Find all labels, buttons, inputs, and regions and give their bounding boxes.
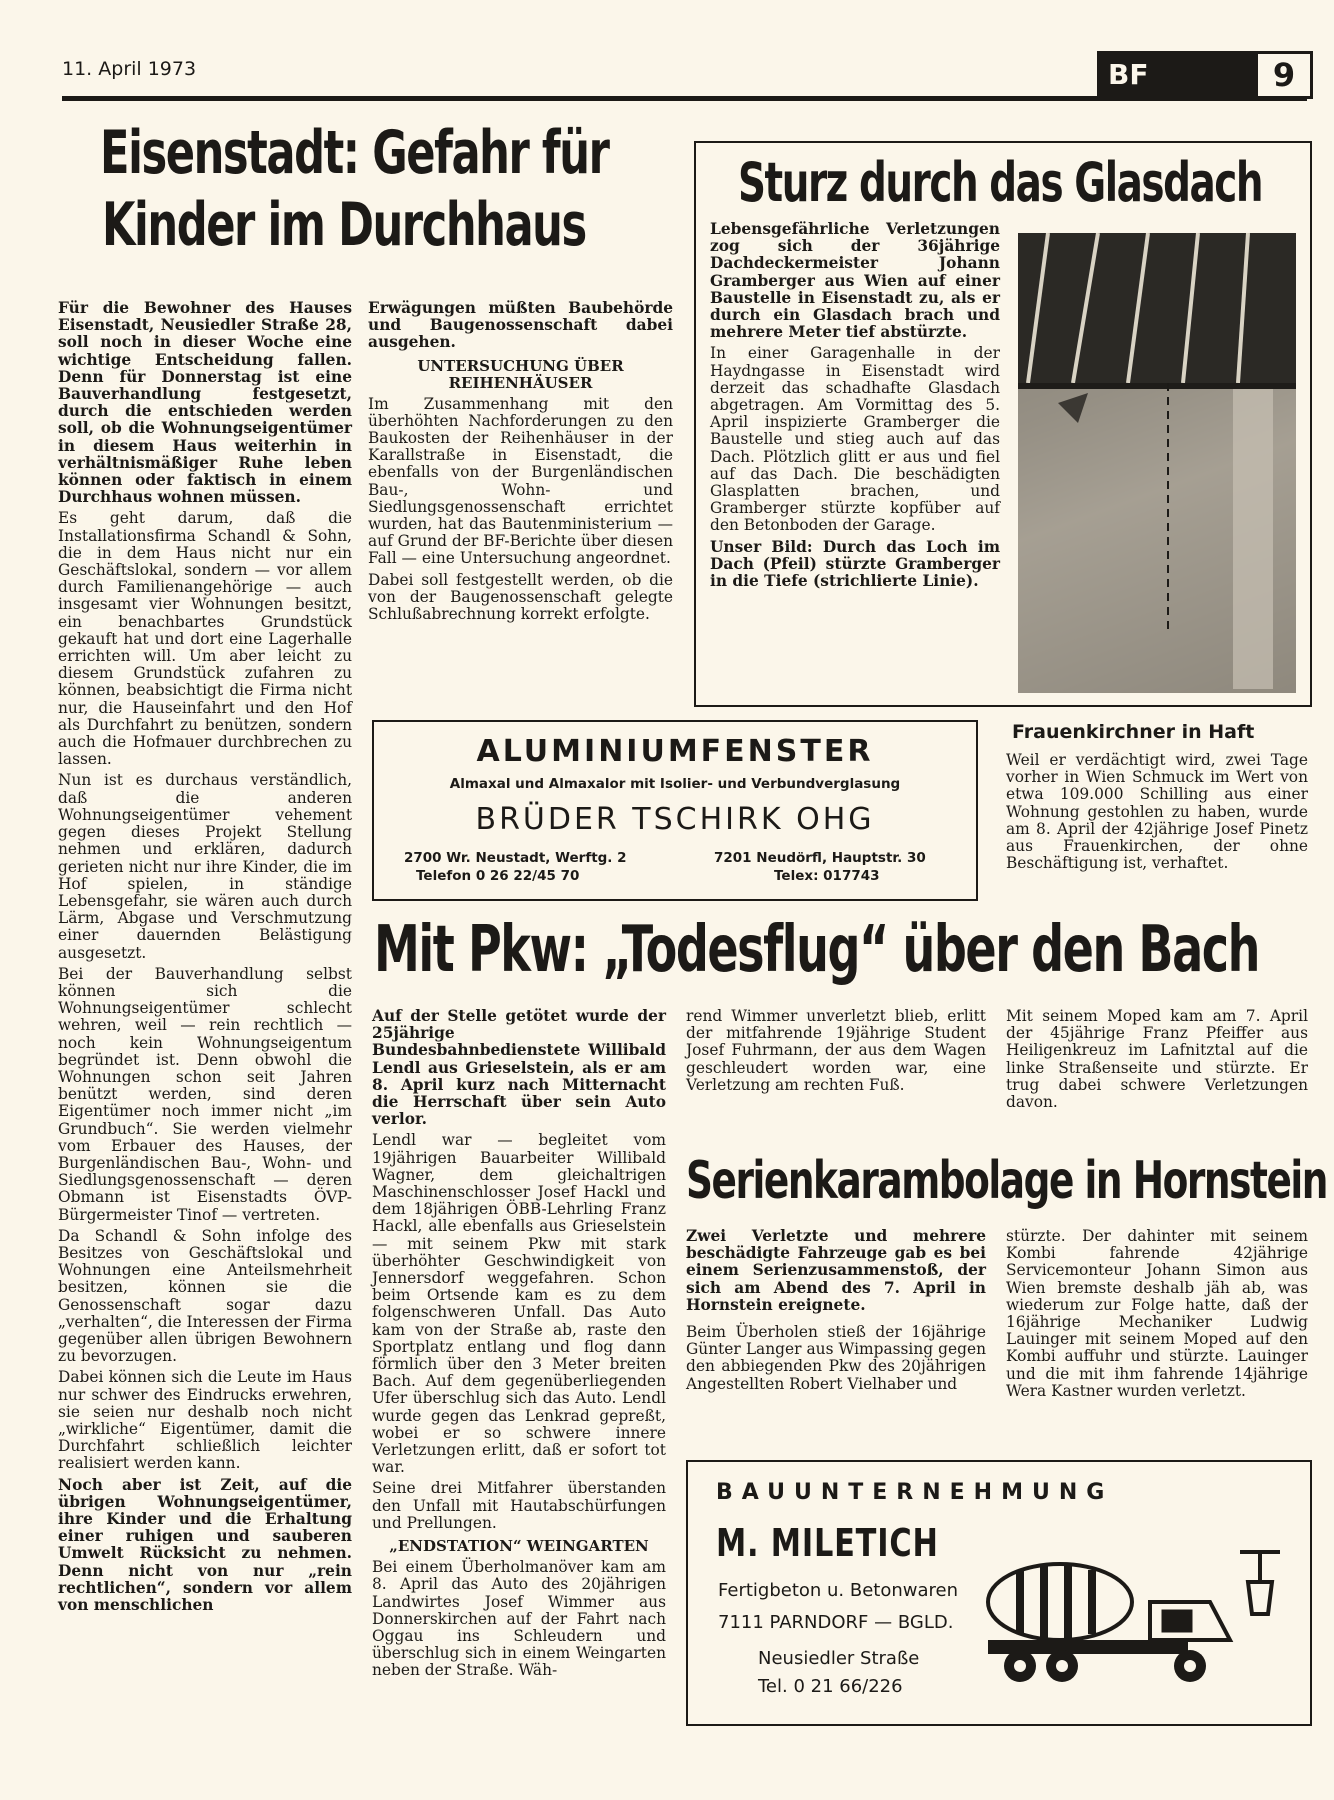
article1-col2 <box>368 300 673 627</box>
article1-closing: Noch aber ist Zeit, auf die übrigen Wohnungseigentümer, ihre Kinder und die Erhaltung einer ruhigen und sauberen Umwelt Rücksicht zu nehmen. Denn nicht von nur „rein rechtlichen“, sondern vor allem von menschlichen <box>58 1475 352 1615</box>
article1-paragraph: Nun ist es durchaus verständlich, daß die anderen Wohnungseigentümer vehement gegen dieses Projekt Stellung nehmen und erklären, dadurch gerieten nicht nur ihre Kinder, die im Hof spielen, in ständige Lebensgefahr, sie wären auch durch Lärm, Abgase und Verschmutzung einer dauernden Belästigung ausgesetzt. <box>58 771 352 962</box>
article2-body: In einer Garagenhalle in der Haydngasse in Eisenstadt wird derzeit das schadhafte Glasdach abgetragen. Am Vormittag des 5. April inspizierte Gramberger die Baustelle und stieg auch auf das Dach. Plötzlich glitt er aus und fiel auf das Dach. Die beschädigten Glasplatten brachen, und Gramberger stürzte kopfüber auf den Betonboden der Garage. <box>710 344 1000 535</box>
article4-lead: Auf der Stelle getötet wurde der 25jährige Bundesbahnbedienstete Willibald Lendl aus Grieselstein, als er am 8. April kurz nach Mitternacht die Herrschaft über sein Auto verlor. <box>372 1007 666 1129</box>
article1-paragraph: Bei der Bauverhandlung selbst können sich die Wohnungseigentümer schlecht wehren, weil — rein rechtlich — noch kein Wohnungseigentum begründet ist. Denn obwohl die Wohnungen schon seit Jahren benützt werden, sind deren Eigentümer noch immer nicht „im Grundbuch“. Sie werden vielmehr vom Erbauer des Hauses, der Burgenländischen Bau-, Wohn- und Siedlungsgenossenschaft — deren Obmann ist Eisenstadts ÖVP-Bürgermeister Tinof — vertreten. <box>58 964 352 1224</box>
article2-caption: Unser Bild: Durch das Loch im Dach (Pfeil) stürzte Gramberger in die Tiefe (strichlierte Linie). <box>710 537 1000 591</box>
ad2-line3: Neusiedler Straße <box>758 1648 920 1669</box>
article1-lead: Für die Bewohner des Hauses Eisenstadt, Neusiedler Straße 28, soll noch in dieser Woche eine wichtige Entscheidung fallen. Denn für Donnerstag ist eine Bauverhandlung festgesetzt, durch die entschieden werden soll, ob die Wohnungseigentümer in diesem Haus weiterhin in verhältnismäßiger Ruhe leben können oder faktisch in einem Durchhaus wohnen müssen. <box>58 299 352 507</box>
article5-lead: Zwei Verletzte und mehrere beschädigte Fahrzeuge gab es bei einem Serienzusammenstoß, der sich am Abend des 7. April in Hornstein ereignete. <box>686 1227 986 1314</box>
ad1-title: ALUMINIUMFENSTER <box>476 734 874 769</box>
article5-headline: Serienkarambolage in Hornstein <box>686 1151 1328 1211</box>
article1-col2-p3: Dabei soll festgestellt werden, ob die von der Baugenossenschaft gelegte Schlußabrechnung korrekt erfolgte. <box>368 570 673 624</box>
article1-headline-line1: Eisenstadt: Gefahr für <box>100 118 609 188</box>
article1-col2-p1: Erwägungen müßten Baubehörde und Baugenossenschaft dabei ausgehen. <box>368 299 673 352</box>
ad2-line2: 7111 PARNDORF — BGLD. <box>718 1612 954 1633</box>
ad1-right-line1: 7201 Neudörfl, Hauptstr. 30 <box>714 850 926 866</box>
page-date: 11. April 1973 <box>62 58 197 80</box>
article1-paragraph: Da Schandl & Sohn infolge des Besitzes von Geschäftslokal und Wohnungen eine Anteilsmehrheit besitzen, können sie die Genossenschaft sogar dazu „verhalten“, die Interessen der Firma gegenüber allen übrigen Bewohnern zu bevorzugen. <box>58 1226 352 1366</box>
ad2-line4: Tel. 0 21 66/226 <box>758 1676 903 1697</box>
article4-col3: Mit seinem Moped kam am 7. April der 45jährige Franz Pfeiffer aus Heiligenkreuz im Lafnitztal auf die linke Straßenseite und stürzte. Er trug dabei schwere Verletzungen davon. <box>1006 1007 1308 1112</box>
paper-logo: BF <box>1108 58 1149 91</box>
article2-text <box>710 221 1000 594</box>
article2-headline: Sturz durch das Glasdach <box>738 151 1263 214</box>
ad1-left-line2: Telefon 0 26 22/45 70 <box>416 868 580 884</box>
ad1-left-line1: 2700 Wr. Neustadt, Werftg. 2 <box>404 850 627 866</box>
article3-headline: Frauenkirchner in Haft <box>1012 721 1255 743</box>
article5-col2: stürzte. Der dahinter mit seinem Kombi fahrende 42jährige Servicemonteur Johann Simon aus Wien bremste deshalb jäh ab, was wiederum zur Folge hatte, daß der 16jährige Mechaniker Ludwig Lauinger mit seinem Moped auf den Kombi auffuhr und stürzte. Lauinger und die mit ihm fahrende 14jährige Wera Kastner wurden verletzt. <box>1006 1227 1308 1400</box>
article4-body1: Lendl war — begleitet vom 19jährigen Bauarbeiter Willibald Wagner, dem gleichaltrigen Maschinenschlosser Josef Hackl und dem 18jährigen ÖBB-Lehrling Franz Hackl, alle ebenfalls aus Grieselstein — mit seinem Pkw mit stark überhöhter Geschwindigkeit von Jennersdorf weggefahren. Schon beim Ortsende kam es zu dem folgenschweren Unfall. Das Auto kam von der Straße ab, raste den Sportplatz entlang und flog dann förmlich über den 3 Meter breiten Bach. Auf dem gegenüberliegenden Ufer überschlug sich das Auto. Lendl wurde gegen das Lenkrad gepreßt, wobei er so schwere innere Verletzungen erlitt, daß er sofort tot war. <box>372 1131 666 1477</box>
article4-body2: Seine drei Mitfahrer überstanden den Unfall mit Hautabschürfungen und Prellungen. <box>372 1479 666 1532</box>
page-number: 9 <box>1255 54 1310 96</box>
article1-col2-p2: Im Zusammenhang mit den überhöhten Nachforderungen zu den Baukosten der Reihenhäuser in der Karallstraße in Eisenstadt, die ebenfalls von der Burgenländischen Bau-, Wohn- und Siedlungsgenossenschaft errichtet wurden, hat das Bautenministerium — auf Grund der BF-Berichte über diesen Fall — eine Untersuchung angeordnet. <box>368 394 673 568</box>
ad-miletich <box>686 1460 1312 1726</box>
page-badge <box>1097 51 1313 99</box>
article1-paragraph: Es geht darum, daß die Installationsfirma Schandl & Sohn, die in dem Haus nicht nur ein Geschäftslokal, sondern — vor allem durch Familienangehörige — auch insgesamt vier Wohnungen besitzt, ein benachbartes Grundstück gekauft hat und dort eine Lagerhalle errichten will. Um aber leicht zu diesem Grundstück zufahren zu können, beabsichtigt die Firma nicht nur, die Hauseinfahrt und den Hof als Durchfahrt zu benützen, sondern auch die Hofmauer durchbrechen zu lassen. <box>58 509 352 769</box>
ad2-line1: Fertigbeton u. Betonwaren <box>718 1580 959 1601</box>
ad2-company: M. MILETICH <box>716 1521 939 1565</box>
article4-col1 <box>372 1008 666 1684</box>
article4-col2: rend Wimmer unverletzt blieb, erlitt der mitfahrende 19jährige Student Josef Fuhrmann, der aus dem Wagen geschleudert worden war, eine Verletzung am rechten Fuß. <box>686 1007 986 1094</box>
article2-lead: Lebensgefährliche Verletzungen zog sich der 36jährige Dachdeckermeister Johann Gramberger aus Wien auf einer Baustelle in Eisenstadt zu, als er durch ein Glasdach brach und mehrere Meter tief abstürzte. <box>710 220 1000 342</box>
article5-col1 <box>686 1228 986 1397</box>
article5-body1: Beim Überholen stieß der 16jährige Günter Langer aus Wimpassing gegen den abbiegenden Pkw des 20jährigen Angestellten Robert Vielhaber und <box>686 1323 986 1393</box>
article2-box <box>694 141 1312 707</box>
article4-headline: Mit Pkw: „Todesflug“ über den Bach <box>374 913 1259 987</box>
ad1-company: BRÜDER TSCHIRK OHG <box>475 802 875 837</box>
ad1-subtitle: Almaxal und Almaxalor mit Isolier- und Verbundverglasung <box>449 776 901 792</box>
article1-col1 <box>58 300 352 1618</box>
concrete-mixer-truck-icon <box>980 1542 1290 1692</box>
header-rule <box>62 96 1307 101</box>
article1-headline-line2: Kinder im Durchhaus <box>102 190 586 260</box>
ad2-title: BAUUNTERNEHMUNG <box>716 1480 1114 1505</box>
article2-photo <box>1018 233 1296 693</box>
article4-body3: Bei einem Überholmanöver kam am 8. April das Auto des 20jährigen Landwirtes Josef Wimmer aus Donnerskirchen auf der Fahrt nach Oggau ins Schleudern und überschlug sich in einem Weingarten neben der Straße. Wäh- <box>372 1558 666 1680</box>
ad1-right-line2: Telex: 017743 <box>774 868 880 884</box>
ad-aluminiumfenster <box>372 720 978 901</box>
article4-subhead: „ENDSTATION“ WEINGARTEN <box>389 1537 649 1556</box>
article3-body: Weil er verdächtigt wird, zwei Tage vorher in Wien Schmuck im Wert von etwa 109.000 Schilling aus einer Wohnung gestohlen zu haben, wurde am 8. April der 42jährige Josef Pinetz aus Frauenkirchen, der ohne Beschäftigung ist, verhaftet. <box>1006 751 1308 873</box>
article1-subhead: UNTERSUCHUNG ÜBER REIHENHÄUSER <box>417 356 624 392</box>
article1-paragraph: Dabei können sich die Leute im Haus nur schwer des Eindrucks erwehren, sie seien nur deshalb noch nicht „wirkliche“ Eigentümer, damit die Durchfahrt schließlich leichter realisiert werden kann. <box>58 1368 352 1473</box>
glass-roof-photo-illustration <box>1018 233 1296 693</box>
